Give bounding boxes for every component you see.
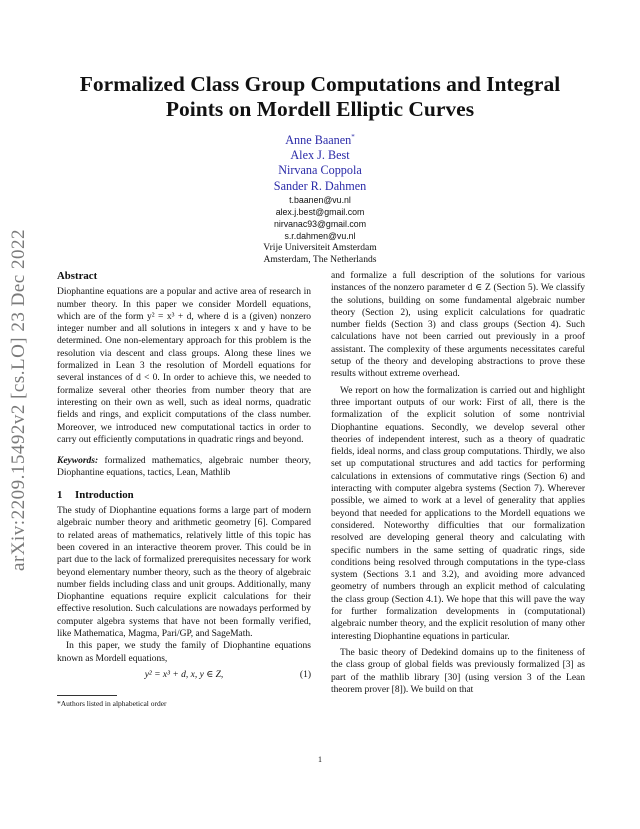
author-name[interactable]: Nirvana Coppola	[278, 163, 362, 178]
author-email: alex.j.best@gmail.com	[275, 206, 365, 217]
affiliation-line: Vrije Universiteit Amsterdam	[263, 241, 377, 253]
paper-title: Formalized Class Group Computations and Integral Points on Mordell Elliptic Curves	[79, 72, 561, 121]
affiliation-line: Amsterdam, The Netherlands	[263, 254, 377, 266]
keywords-label: Keywords:	[57, 456, 99, 467]
author-name[interactable]: Alex J. Best	[290, 148, 350, 163]
author-name[interactable]: Anne Baanen*	[285, 133, 355, 148]
equation-body: y² = x³ + d, x, y ∈ Z,	[144, 669, 224, 680]
page-number: 1	[318, 755, 322, 764]
author-name[interactable]: Sander R. Dahmen	[273, 178, 367, 193]
section-heading-introduction	[57, 489, 311, 501]
abstract-text: Diophantine equations are a popular and active area of research in number theory. In this paper we consider Mordell equations, which are of the form y² = x³ + d, where d is a (given) nonzero integer number and all solutions in integers x and y have to be determined. One non-elementary approach for this problem is the resolution via descent and class groups. Along these lines we formalized in Lean 3 the resolution of Mordell equations for several instances of d < 0. In order to achieve this, we needed to formalize several other theories from number theory that are interesting on their own as well, such as ideal norms, quadratic fields and rings, and explicit computations of the class number. Moreover, we introduced new computational tactics in order to carry out efficiently computations in quadratic rings and beyond.	[57, 287, 311, 445]
right-column	[331, 270, 585, 696]
left-column	[57, 270, 311, 709]
intro-paragraph-2: In this paper, we study the family of Diophantine equations known as Mordell equations,	[57, 641, 311, 664]
right-paragraph-2: We report on how the formalization is carried out and highlight three important outputs of our work: First of all, there is the formalization of the explicit solution of some nontrivial Diophantine equations. Secondly, we develop several other theories of independent interest, such as a theory of quadratic fields, ideal norms, and class group computations. Thirdly, we also set up computational structures and add tactics for performing calculations in extensions of commutative rings (Section 6) and interacting with computer algebra systems (Section 7). Wherever possible, we aimed to work at a level of generality that applies beyond that needed for applications to the Mordell equations we considered. Noteworthy difficulties that our formalization resolved are developing general theory and calculating with specific numbers in the same setting of quadratic rings, side conditions being resolved through computations in the type-class system (Sections 3.1 and 3.2), and avoiding more advanced geometry of numbers through an explicit method of calculating the class group (Section 4.1). We hope that this will pave the way for further formalization developments in (computational) algebraic number theory, and the explicit resolution of many other interesting Diophantine equations in particular.	[331, 385, 585, 642]
equation-number: (1)	[299, 669, 311, 680]
abstract-heading: Abstract	[57, 270, 98, 282]
author-email: nirvanac93@gmail.com	[273, 218, 367, 229]
arxiv-stamp	[4, 200, 34, 600]
mordell-equation	[57, 669, 311, 683]
author-email: s.r.dahmen@vu.nl	[284, 230, 356, 241]
section-title: Introduction	[75, 488, 134, 501]
arxiv-stamp-text: arXiv:2209.15492v2 [cs.LO] 23 Dec 2022	[8, 229, 29, 571]
intro-paragraph-1: The study of Diophantine equations forms a large part of modern algebraic number theory and arithmetic geometry [6]. Compared to related areas of mathematics, relatively little of this topic has been covered in an interactive theorem prover. This could be in part due to the lack of formalized prerequisites necessary for work beyond elementary number theory, such as the theory of algebraic number fields including class and unit groups. Additionally, many Diophantine equations require explicit calculations for their effective resolution. Such calculations are nowadays performed by computer algebra systems that have not been formally verified, like Mathematica, Magma, Pari/GP, and SageMath.	[57, 506, 311, 640]
right-paragraph-1: and formalize a full description of the solutions for various instances of the nonzero parameter d ∈ Z (Section 5). We classify the solutions, building on some fundamental algebraic number theory (Section 2), using explicit calculations for quadratic number fields (Section 3) and class groups (Section 4). Such calculations have not been carried out previously in a proof assistant. The complexity of these arguments necessitates careful setup of the theory and developing abstractions to prove these results without extreme overhead.	[331, 271, 585, 380]
right-paragraph-3: The basic theory of Dedekind domains up to the finiteness of the class group of global fields was previously formalized [3] as part of the mathlib library [30] (using version 3 of the Lean theorem prover [8]). We build on that	[331, 647, 585, 695]
footnote-rule	[57, 695, 117, 696]
footnote: *Authors listed in alphabetical order	[57, 698, 167, 708]
author-email: t.baanen@vu.nl	[289, 194, 351, 205]
section-number: 1	[57, 488, 63, 501]
keywords	[57, 455, 311, 480]
keywords-text: formalized mathematics, algebraic number theory, Diophantine equations, tactics, Lean, Mathlib	[57, 456, 312, 479]
author-block	[120, 130, 520, 267]
